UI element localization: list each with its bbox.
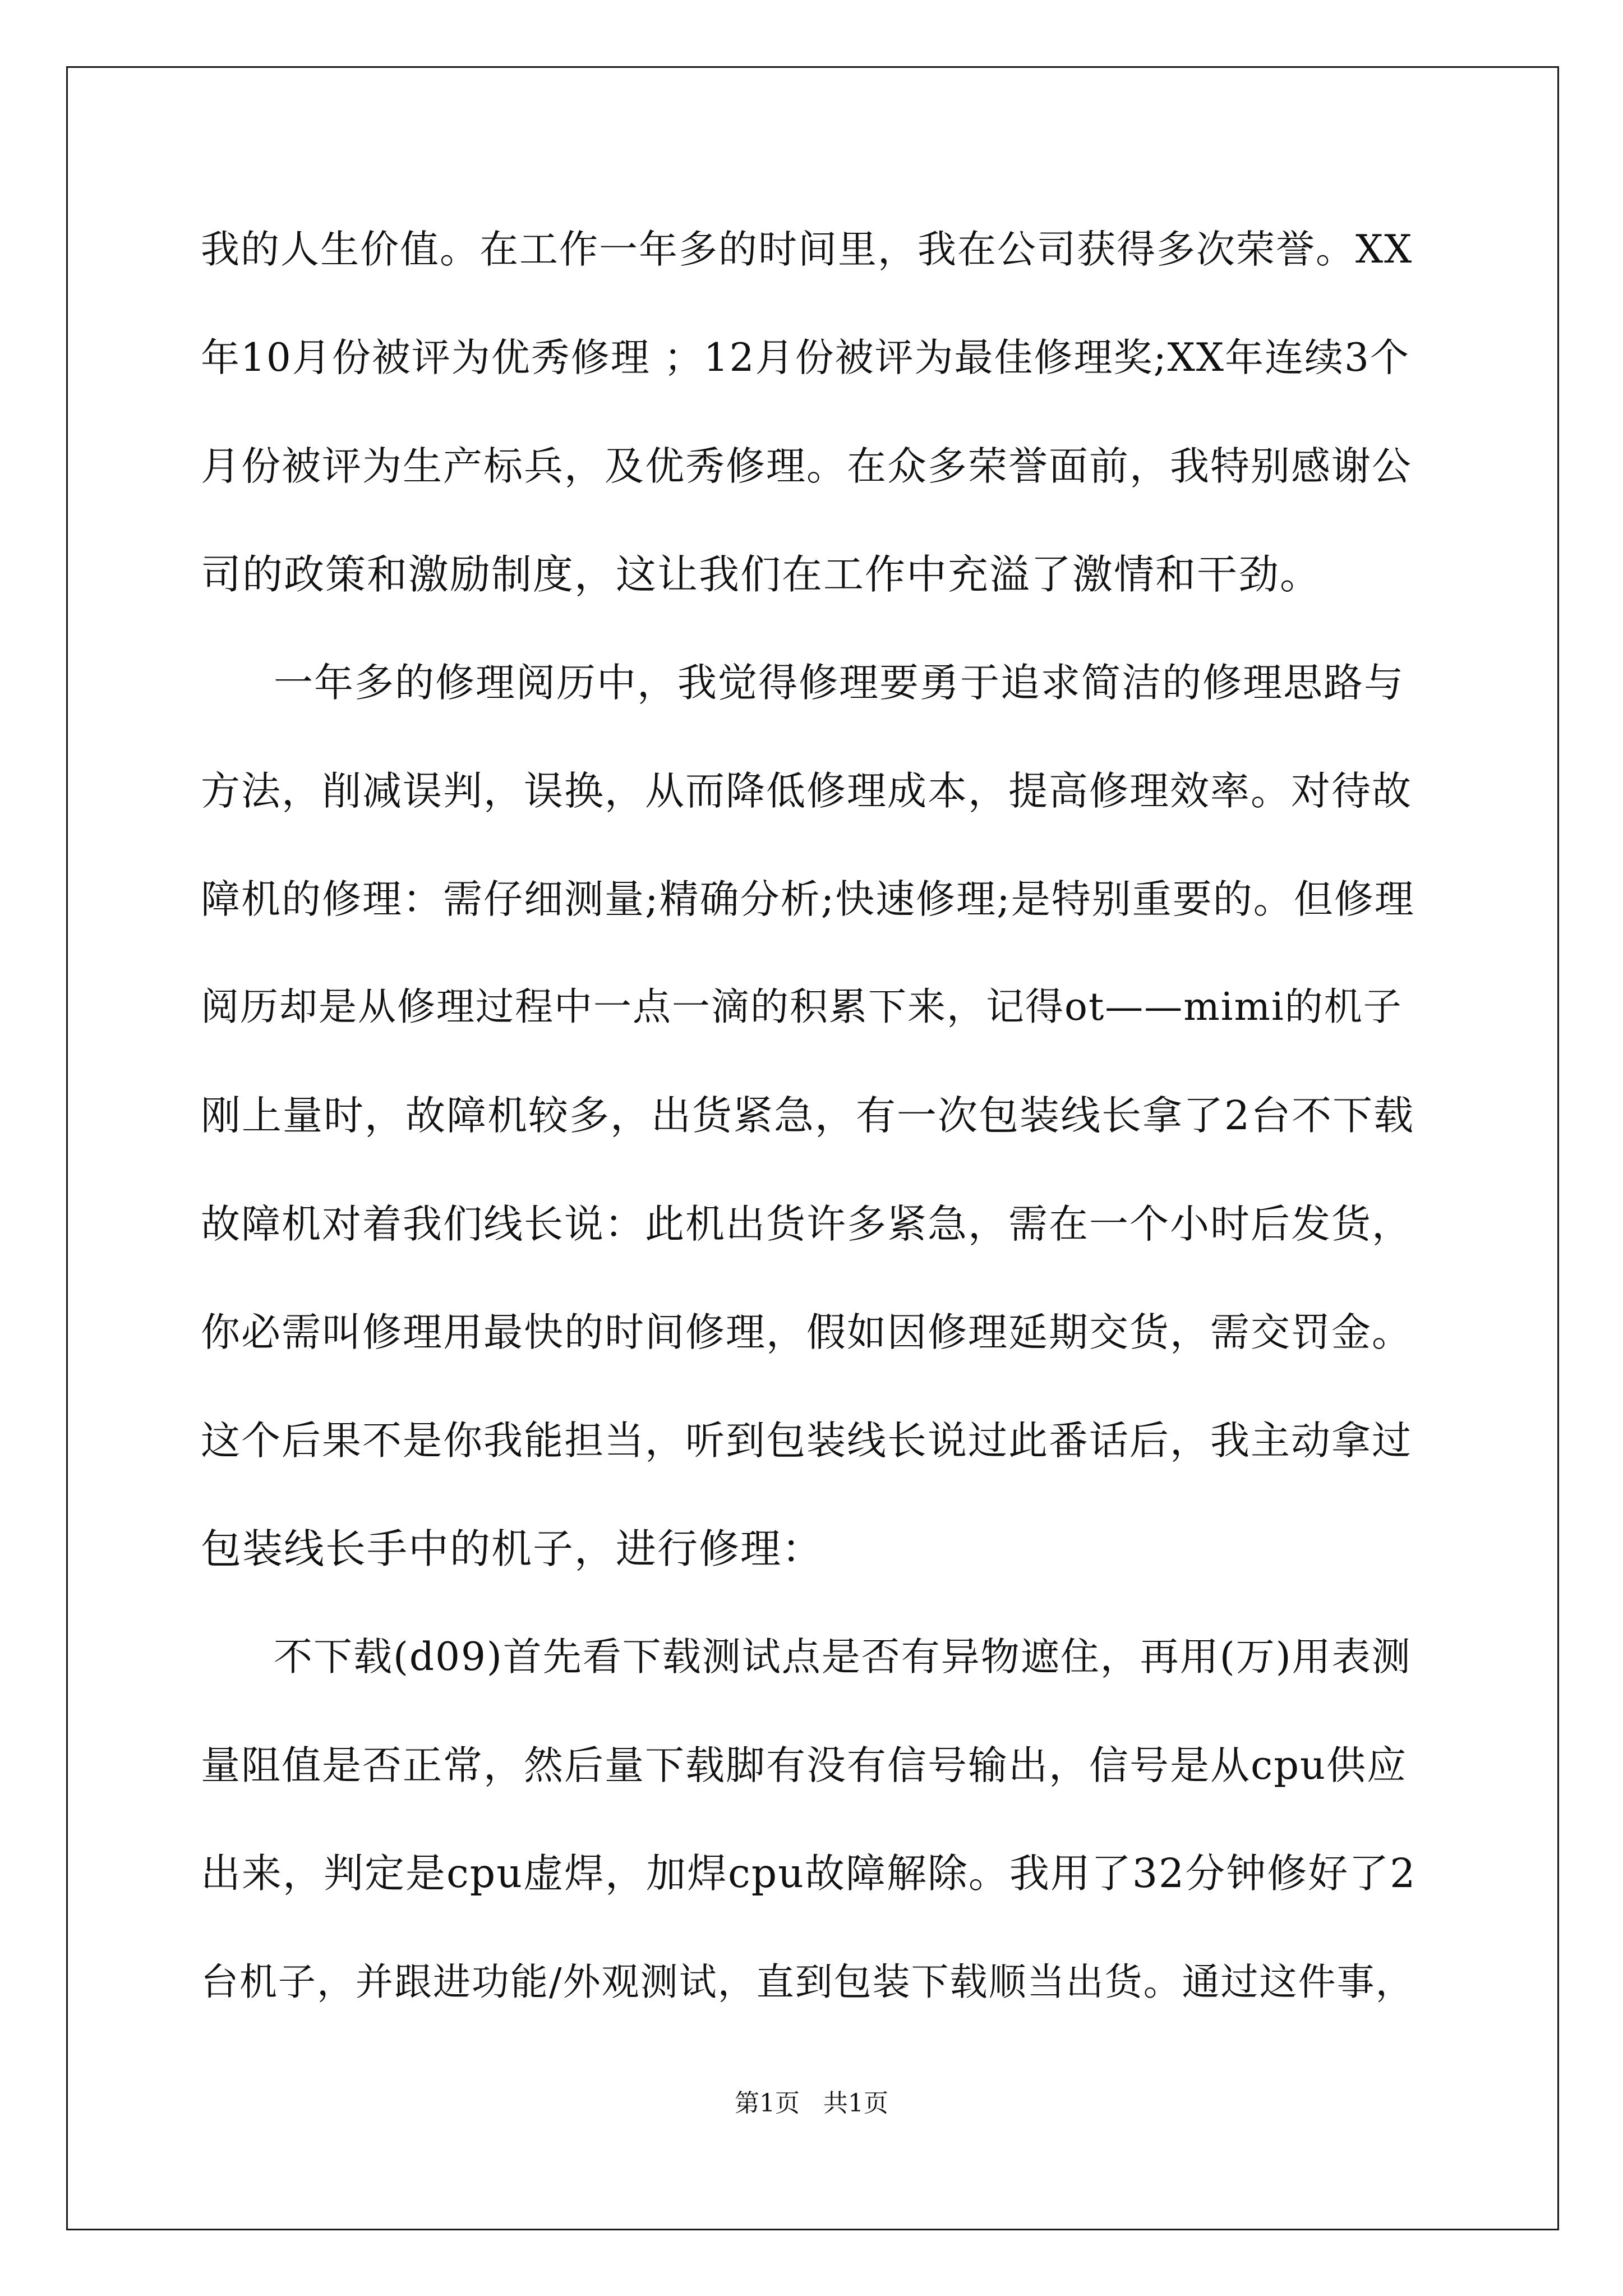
text-line-4: 司的政策和激励制度，这让我们在工作中充溢了激情和干劲。 [201,551,1322,598]
page-total: 共1页 [823,2089,888,2118]
text-line-12: 这个后果不是你我能担当，听到包装线长说过此番话后，我主动拿过 [201,1418,1412,1464]
text-line-16: 出来，判定是cpu虚焊，加焊cpu故障解除。我用了32分钟修好了2 [201,1850,1417,1897]
page-footer [0,2087,1623,2120]
text-line-7: 障机的修理：需仔细测量;精确分析;快速修理;是特别重要的。但修理 [201,876,1415,922]
text-line-9: 刚上量时，故障机较多，出货紧急，有一次包装线长拿了2台不下载 [201,1092,1415,1139]
text-line-10: 故障机对着我们线长说：此机出货许多紧急，需在一个小时后发货， [201,1201,1412,1247]
text-line-11: 你必需叫修理用最快的时间修理，假如因修理延期交货，需交罚金。 [201,1309,1412,1355]
text-line-15: 量阻值是否正常，然后量下载脚有没有信号输出，信号是从cpu供应 [201,1742,1408,1788]
text-line-1: 我的人生价值。在工作一年多的时间里，我在公司获得多次荣誉。XX [201,227,1413,272]
text-line-3: 月份被评为生产标兵，及优秀修理。在众多荣誉面前，我特别感谢公 [201,443,1412,489]
document-body [201,216,1418,2056]
text-line-13: 包装线长手中的机子，进行修理： [201,1525,824,1572]
page-number: 第1页 [735,2089,800,2118]
text-line-8: 阅历却是从修理过程中一点一滴的积累下来，记得ot——mimi的机子 [201,985,1403,1029]
text-line-14: 不下载(d09)首先看下载测试点是否有异物遮住，再用(万)用表测 [274,1635,1412,1680]
text-line-17: 台机子，并跟进功能/外观测试，直到包装下载顺当出货。通过这件事， [201,1960,1414,2004]
text-line-6: 方法，削减误判，误换，从而降低修理成本，提高修理效率。对待故 [201,768,1412,814]
text-line-2: 年10月份被评为优秀修理 ；12月份被评为最佳修理奖;XX年连续3个 [201,335,1410,380]
text-line-5: 一年多的修理阅历中，我觉得修理要勇于追求简洁的修理思路与 [274,660,1404,706]
